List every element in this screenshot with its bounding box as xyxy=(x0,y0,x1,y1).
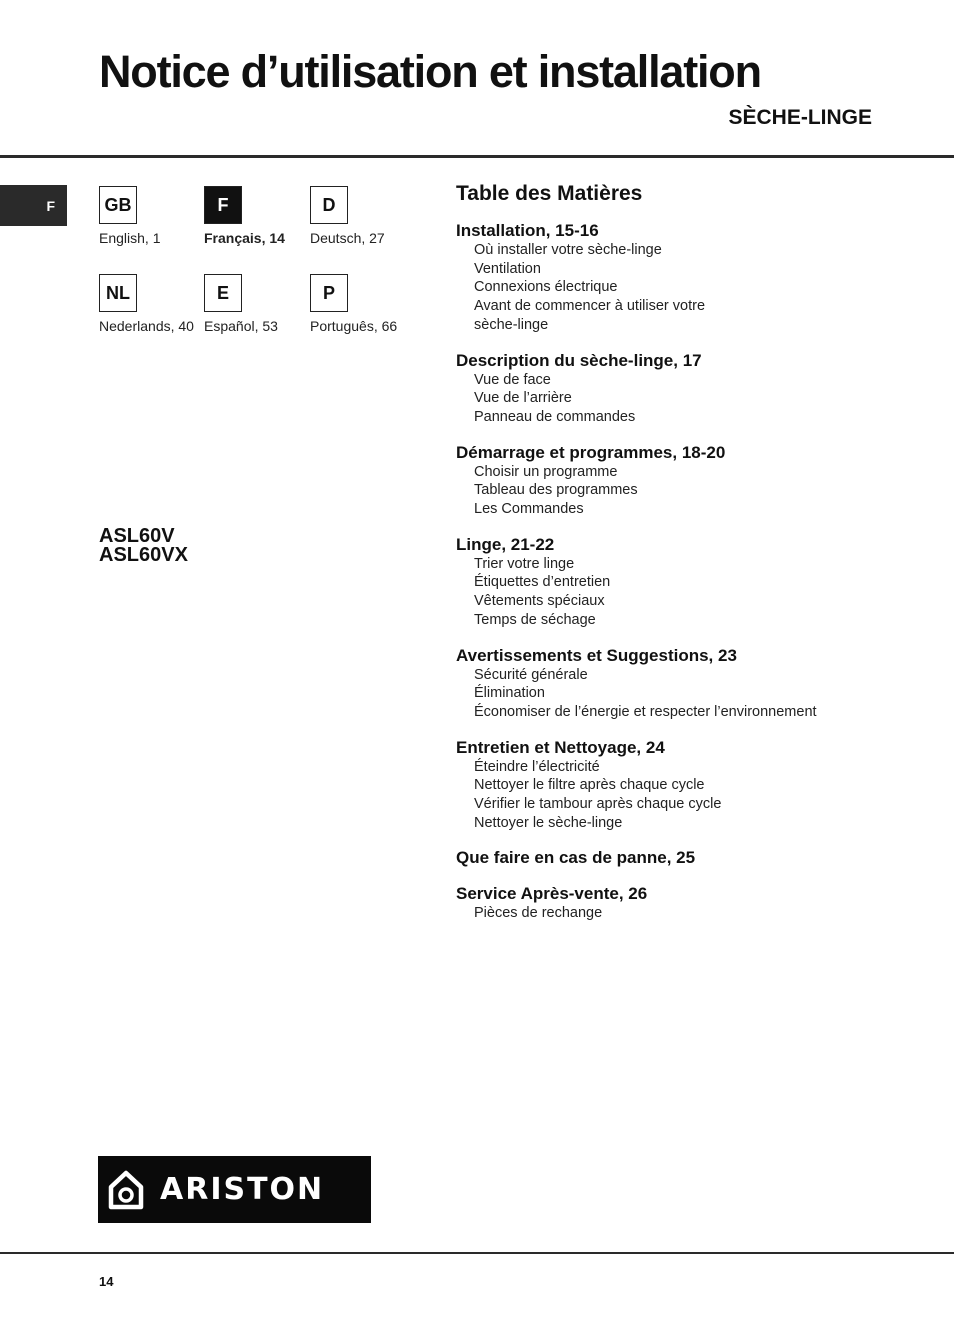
model-name: ASL60VX xyxy=(99,544,188,566)
language-code-box[interactable]: D xyxy=(310,186,348,224)
toc-section xyxy=(456,220,936,335)
toc-item: Étiquettes d’entretien xyxy=(474,574,611,591)
toc-item: Ventilation xyxy=(474,260,541,277)
language-option-f[interactable] xyxy=(204,186,314,246)
language-option-e[interactable] xyxy=(204,274,314,334)
toc-section-heading: Avertissements et Suggestions, 23 xyxy=(456,645,737,665)
language-code-box[interactable]: F xyxy=(204,186,242,224)
toc-section-heading: Entretien et Nettoyage, 24 xyxy=(456,737,665,757)
toc-item: Sécurité générale xyxy=(474,666,588,683)
toc-section xyxy=(456,350,936,427)
toc-item: Connexions électrique xyxy=(474,279,618,296)
house-icon xyxy=(108,1170,144,1210)
toc-item: Panneau de commandes xyxy=(474,408,636,425)
toc-item: Économiser de l’énergie et respecter l’environnement xyxy=(474,703,817,720)
toc-section xyxy=(456,847,936,868)
toc-item: Vérifier le tambour après chaque cycle xyxy=(474,796,722,813)
toc-section-heading: Description du sèche-linge, 17 xyxy=(456,350,702,370)
language-code-box[interactable]: E xyxy=(204,274,242,312)
toc-item: Vue de face xyxy=(474,371,551,388)
toc-item: Tableau des programmes xyxy=(474,482,638,499)
toc-section xyxy=(456,442,936,519)
language-label: Deutsch, 27 xyxy=(310,230,385,246)
toc-item: Avant de commencer à utiliser votre xyxy=(474,298,706,315)
language-option-p[interactable] xyxy=(310,274,420,334)
model-name: ASL60V xyxy=(99,525,175,547)
toc-section xyxy=(456,645,936,722)
toc-item: Pièces de rechange xyxy=(474,905,603,922)
toc-section-heading: Que faire en cas de panne, 25 xyxy=(456,848,696,868)
toc-section-heading: Linge, 21-22 xyxy=(456,534,555,554)
toc-section xyxy=(456,883,936,923)
bottom-divider xyxy=(0,1252,954,1254)
toc-item: Nettoyer le filtre après chaque cycle xyxy=(474,777,705,794)
toc-item: Nettoyer le sèche-linge xyxy=(474,814,623,831)
toc-section-heading: Service Après-vente, 26 xyxy=(456,884,648,904)
toc-item: Élimination xyxy=(474,685,545,702)
language-option-gb[interactable] xyxy=(99,186,209,246)
language-option-nl[interactable] xyxy=(99,274,209,334)
toc-item: Les Commandes xyxy=(474,501,584,518)
language-label: Nederlands, 40 xyxy=(99,318,194,334)
toc-item: Vêtements spéciaux xyxy=(474,593,605,610)
table-of-contents xyxy=(456,182,936,938)
brand-name: ARISTON xyxy=(160,1172,325,1207)
toc-item: sèche-linge xyxy=(474,316,549,333)
toc-section xyxy=(456,534,936,630)
toc-sections xyxy=(456,220,936,923)
toc-section xyxy=(456,737,936,833)
language-code-box[interactable]: GB xyxy=(99,186,137,224)
language-side-tab: F xyxy=(0,185,67,226)
toc-item: Choisir un programme xyxy=(474,463,618,480)
language-option-d[interactable] xyxy=(310,186,420,246)
toc-section-heading: Installation, 15-16 xyxy=(456,221,599,240)
toc-item: Où installer votre sèche-linge xyxy=(474,242,662,258)
language-label: English, 1 xyxy=(99,230,161,246)
product-type: SÈCHE-LINGE xyxy=(728,106,872,129)
language-label: Español, 53 xyxy=(204,318,278,334)
top-divider xyxy=(0,155,954,158)
ariston-logo xyxy=(98,1156,371,1223)
language-code-box[interactable]: P xyxy=(310,274,348,312)
toc-item: Vue de l’arrière xyxy=(474,390,572,407)
model-list xyxy=(99,527,188,565)
toc-section-heading: Démarrage et programmes, 18-20 xyxy=(456,442,726,462)
toc-title: Table des Matières xyxy=(456,182,643,205)
language-label: Português, 66 xyxy=(310,318,398,334)
page-title: Notice d’utilisation et installation xyxy=(99,46,761,97)
language-label: Français, 14 xyxy=(204,230,285,246)
toc-item: Temps de séchage xyxy=(474,611,596,628)
toc-item: Éteindre l’électricité xyxy=(474,758,600,775)
language-code-box[interactable]: NL xyxy=(99,274,137,312)
toc-item: Trier votre linge xyxy=(474,555,575,572)
page-number: 14 xyxy=(99,1274,114,1289)
